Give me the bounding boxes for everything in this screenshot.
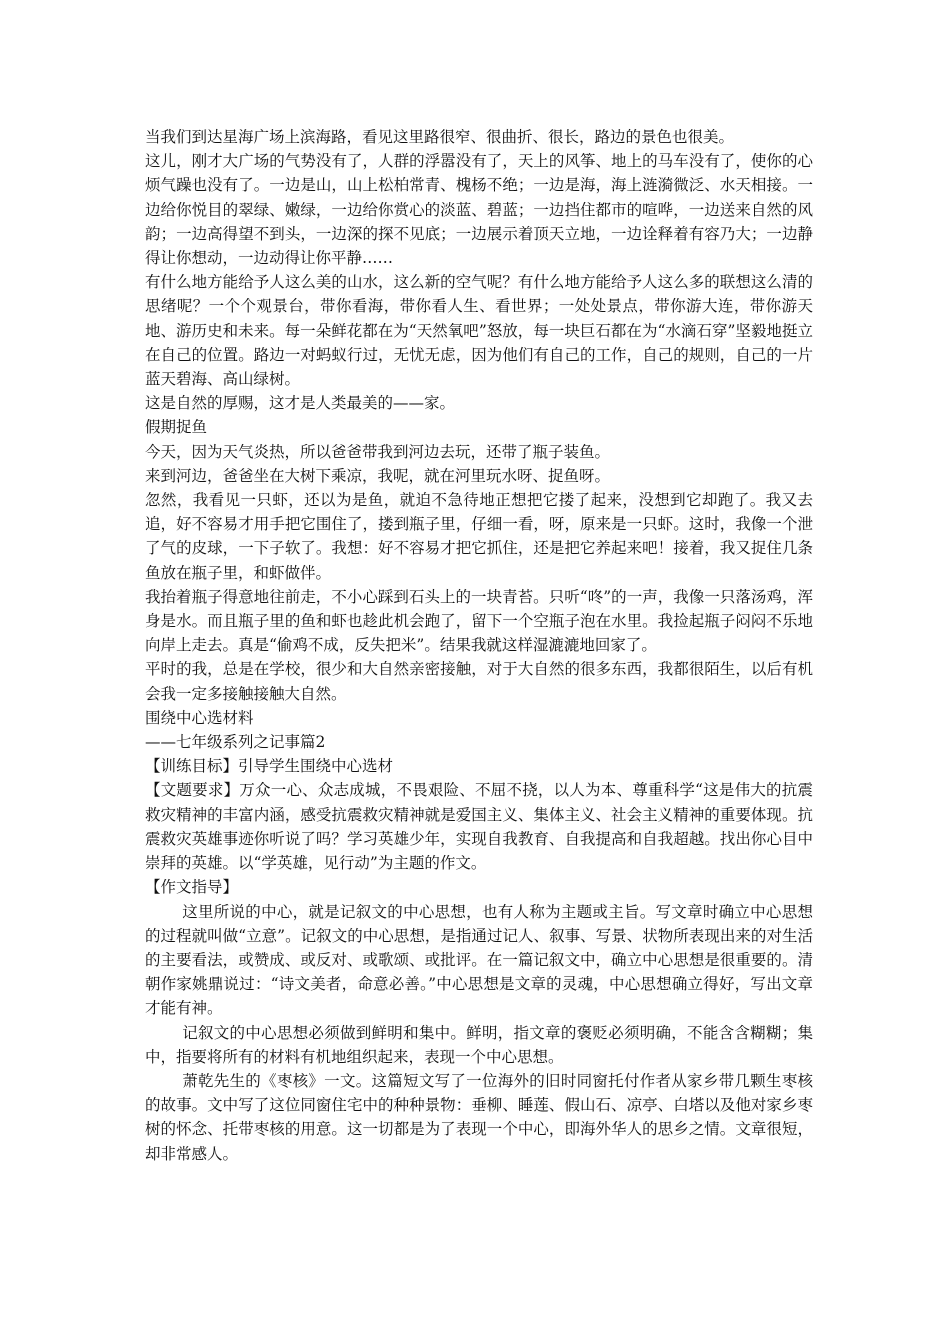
- paragraph: 萧乾先生的《枣核》一文。这篇短文写了一位海外的旧时同窗托付作者从家乡带几颗生枣核的故事。文中写了这位同窗住宅中的种种景物：垂柳、睡莲、假山石、凉亭、白塔以及他对家乡枣树的怀念、托带枣核的用意。这一切都是为了表现一个中心，即海外华人的思乡之情。文章很短，却非常感人。: [145, 1071, 813, 1163]
- paragraph: 我抬着瓶子得意地往前走，不小心踩到石头上的一块青苔。只听“咚”的一声，我像一只落汤鸡，浑身是水。而且瓶子里的鱼和虾也趁此机会跑了，留下一个空瓶子泡在水里。我捡起瓶子闷闷不乐地向岸上走去。真是“偷鸡不成，反失把米”。结果我就这样湿漉漉地回家了。: [145, 587, 813, 655]
- document-body: [145, 125, 813, 1166]
- paragraph: 当我们到达星海广场上滨海路，看见这里路很窄、很曲折、很长，路边的景色也很美。: [145, 128, 735, 146]
- paragraph: 有什么地方能给予人这么美的山水，这么新的空气呢？有什么地方能给予人这么多的联想这么清的思绪呢？一个个观景台，带你看海，带你看人生、看世界；一处处景点，带你游大连，带你游天地、游历史和未来。每一朵鲜花都在为“天然氧吧”怒放，每一块巨石都在为“水滴石穿”坚毅地挺立在自己的位置。路边一对蚂蚁行过，无忧无虑，因为他们有自己的工作，自己的规则，自己的一片蓝天碧海、高山绿树。: [145, 273, 813, 389]
- section-title: 假期捉鱼: [145, 418, 208, 437]
- paragraph: 来到河边，爸爸坐在大树下乘凉，我呢，就在河里玩水呀、捉鱼呀。: [145, 466, 611, 485]
- paragraph: 平时的我，总是在学校，很少和大自然亲密接触，对于大自然的很多东西，我都很陌生，以后有机会我一定多接触接触大自然。: [145, 660, 813, 703]
- paragraph: 这里所说的中心，就是记叙文的中心思想，也有人称为主题或主旨。写文章时确立中心思想的过程就叫做“立意”。记叙文的中心思想，是指通过记人、叙事、写景、状物所表现出来的对生活的主要看法，或赞成、或反对、或歌颂、或批评。在一篇记叙文中，确立中心思想是很重要的。清朝作家姚鼎说过：“诗文美者，命意必善。”中心思想是文章的灵魂，中心思想确立得好，写出文章才能有神。: [145, 902, 813, 1018]
- paragraph: 忽然，我看见一只虾，还以为是鱼，就迫不急待地正想把它搂了起来，没想到它却跑了。我又去追，好不容易才用手把它围住了，搂到瓶子里，仔细一看，呀，原来是一只虾。这时，我像一个泄了气的皮球，一下子软了。我想：好不容易才把它抓住，还是把它养起来吧！接着，我又捉住几条鱼放在瓶子里，和虾做伴。: [145, 491, 813, 582]
- training-goal: 【训练目标】引导学生围绕中心选材: [145, 757, 394, 776]
- section-title: 围绕中心选材料: [145, 708, 254, 727]
- writing-guide-heading: 【作文指导】: [145, 878, 239, 897]
- paragraph: 记叙文的中心思想必须做到鲜明和集中。鲜明，指文章的褒贬必须明确，不能含含糊糊；集中，指要将所有的材料有机地组织起来，表现一个中心思想。: [145, 1023, 813, 1066]
- paragraph: 这是自然的厚赐，这才是人类最美的——家。: [145, 394, 456, 413]
- section-subtitle: ——七年级系列之记事篇2: [145, 733, 326, 752]
- paragraph: 这儿，刚才大广场的气势没有了，人群的浮嚣没有了，天上的风筝、地上的马车没有了，使你的心烦气躁也没有了。一边是山，山上松柏常青、槐杨不绝；一边是海，海上涟漪微泛、水天相接。一边给你悦目的翠绿、嫩绿，一边给你赏心的淡蓝、碧蓝；一边挡住都市的喧哗，一边送来自然的风韵；一边高得望不到头，一边深的探不见底；一边展示着顶天立地，一边诠释着有容乃大；一边静得让你想动，一边动得让你平静……: [145, 152, 813, 268]
- topic-requirement: 【文题要求】万众一心、众志成城，不畏艰险、不屈不挠，以人为本、尊重科学“这是伟大的抗震救灾精神的丰富内涵，感受抗震救灾精神就是爱国主义、集体主义、社会主义精神的重要体现。抗震救灾英雄事迹你听说了吗？学习英雄少年，实现自我教育、自我提高和自我超越。找出你心目中崇拜的英雄。以“学英雄，见行动”为主题的作文。: [145, 781, 813, 873]
- paragraph: 今天，因为天气炎热，所以爸爸带我到河边去玩，还带了瓶子装鱼。: [145, 442, 611, 461]
